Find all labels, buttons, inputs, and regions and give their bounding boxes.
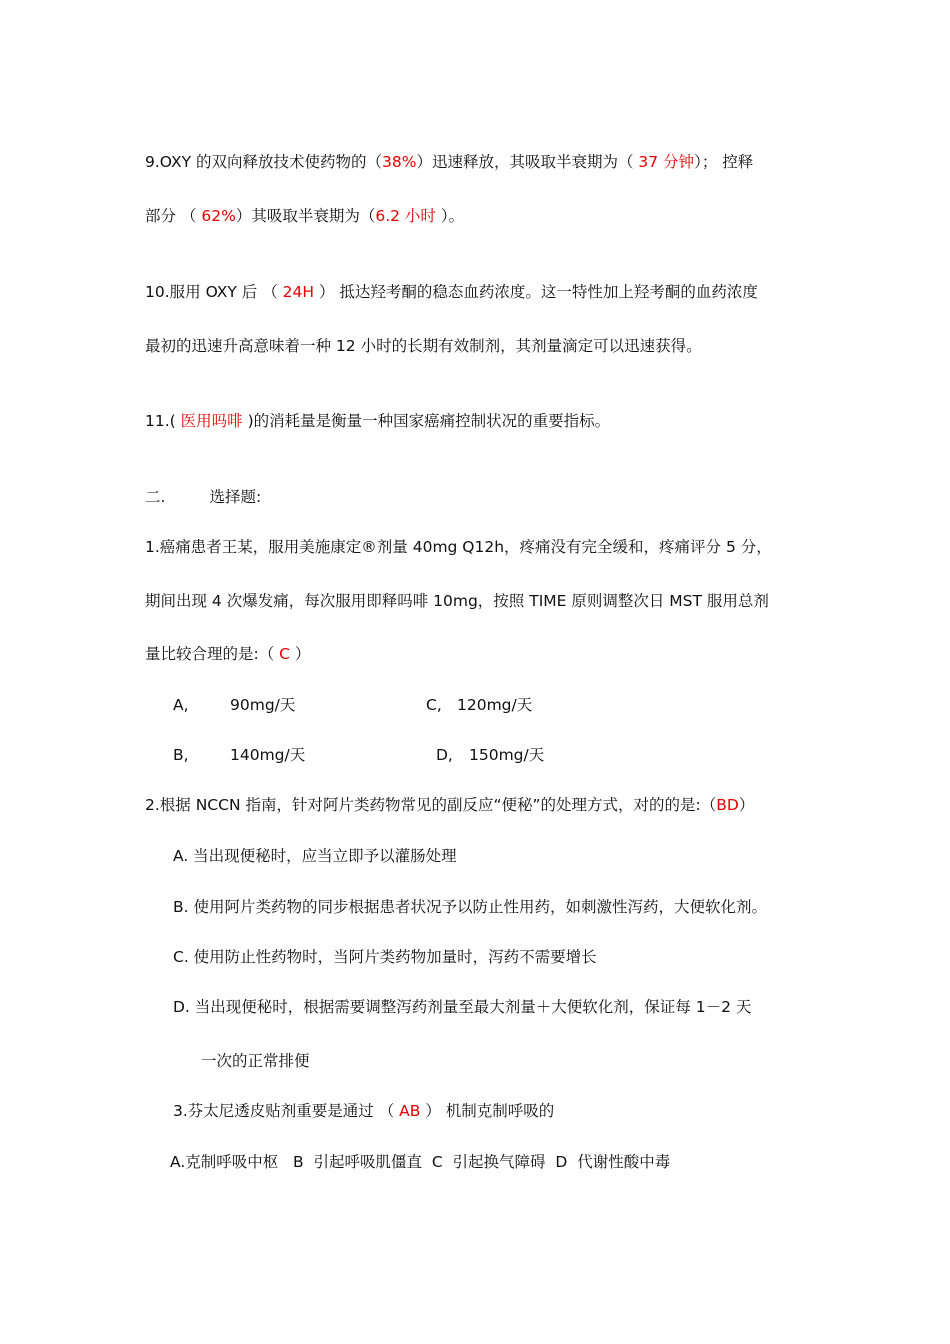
q9-answer-controlled-half-life: 6.2 小时 <box>375 207 436 225</box>
q11-text: )的消耗量是衡量一种国家癌痛控制状况的重要指标。 <box>242 412 611 430</box>
c2-option-b: B. 使用阿片类药物的同步根据患者状况予以防止性用药，如刺激性泻药，大便软化剂。 <box>173 898 767 916</box>
q9-text: ）其吸取半衰期为（ <box>235 207 376 225</box>
q10-text: ） 抵达羟考酮的稳态血药浓度。这一特性加上羟考酮的血药浓度 <box>314 283 758 301</box>
c1-option-d-text: 150mg/天 <box>469 746 545 764</box>
q9-text: 部分 （ <box>145 207 202 225</box>
q11-line <box>145 411 610 431</box>
q9-line-1 <box>145 152 753 172</box>
c1-option-a-text: 90mg/天 <box>230 696 296 714</box>
q10-line-2: 最初的迅速升高意味着一种 12 小时的长期有效制剂，其剂量滴定可以迅速获得。 <box>145 337 702 355</box>
c1-stem-line-3 <box>145 644 310 664</box>
c1-option-a-label: A, <box>173 696 189 714</box>
q11-text: 11.( <box>145 412 181 430</box>
c1-stem-line-1: 1.癌痛患者王某，服用美施康定®剂量 40mg Q12h，疼痛没有完全缓和，疼痛评分 5 分， <box>145 538 772 556</box>
c1-option-c-label: C, <box>426 696 442 714</box>
q11-answer: 医用吗啡 <box>180 412 243 430</box>
c1-stem-line-2: 期间出现 4 次爆发痛，每次服用即释吗啡 10mg，按照 TIME 原则调整次日 MST 服用总剂 <box>145 592 769 610</box>
c2-option-a: A. 当出现便秘时，应当立即予以灌肠处理 <box>173 847 457 865</box>
q10-line-1 <box>145 282 758 302</box>
c2-text: 2.根据 NCCN 指南，针对阿片类药物常见的副反应“便秘”的处理方式，对的的是:（ <box>145 796 717 814</box>
q9-line-2 <box>145 206 464 226</box>
c1-answer: C <box>279 645 290 663</box>
q10-answer: 24H <box>282 283 315 301</box>
section-number: 二. <box>145 488 166 506</box>
c1-option-b-label: B, <box>173 746 189 764</box>
section-heading <box>145 487 261 507</box>
q9-text: ）； 控释 <box>694 153 754 171</box>
q9-text: ）。 <box>435 207 465 225</box>
c2-answer: BD <box>716 796 739 814</box>
q10-text: 10.服用 OXY 后 （ <box>145 283 283 301</box>
c3-answer: AB <box>399 1102 421 1120</box>
c3-stem <box>173 1101 554 1121</box>
c1-option-c-text: 120mg/天 <box>457 696 533 714</box>
section-title: 选择题: <box>209 488 262 506</box>
c2-option-c: C. 使用防止性药物时，当阿片类药物加量时，泻药不需要增长 <box>173 948 597 966</box>
c3-options: A.克制呼吸中枢 B 引起呼吸肌僵直 C 引起换气障碍 D 代谢性酸中毒 <box>170 1153 671 1171</box>
c2-option-d-line-2: 一次的正常排便 <box>201 1052 310 1070</box>
c1-option-d-label: D, <box>436 746 453 764</box>
q9-text: 9.OXY 的双向释放技术使药物的（ <box>145 153 383 171</box>
c2-text: ） <box>738 796 755 814</box>
c3-text: 3.芬太尼透皮贴剂重要是通过 （ <box>173 1102 400 1120</box>
c2-stem <box>145 795 754 815</box>
c2-option-d-line-1: D. 当出现便秘时，根据需要调整泻药剂量至最大剂量＋大便软化剂，保证每 1－2 天 <box>173 998 752 1016</box>
c1-option-b-text: 140mg/天 <box>230 746 306 764</box>
q9-answer-release: 38% <box>382 153 417 171</box>
c3-text: ） 机制克制呼吸的 <box>420 1102 555 1120</box>
q9-text: ）迅速释放，其吸取半衰期为（ <box>416 153 639 171</box>
c1-text: 量比较合理的是:（ <box>145 645 280 663</box>
q9-answer-controlled: 62% <box>201 207 236 225</box>
q9-answer-half-life: 37 分钟 <box>638 153 695 171</box>
c1-text: ） <box>289 645 311 663</box>
